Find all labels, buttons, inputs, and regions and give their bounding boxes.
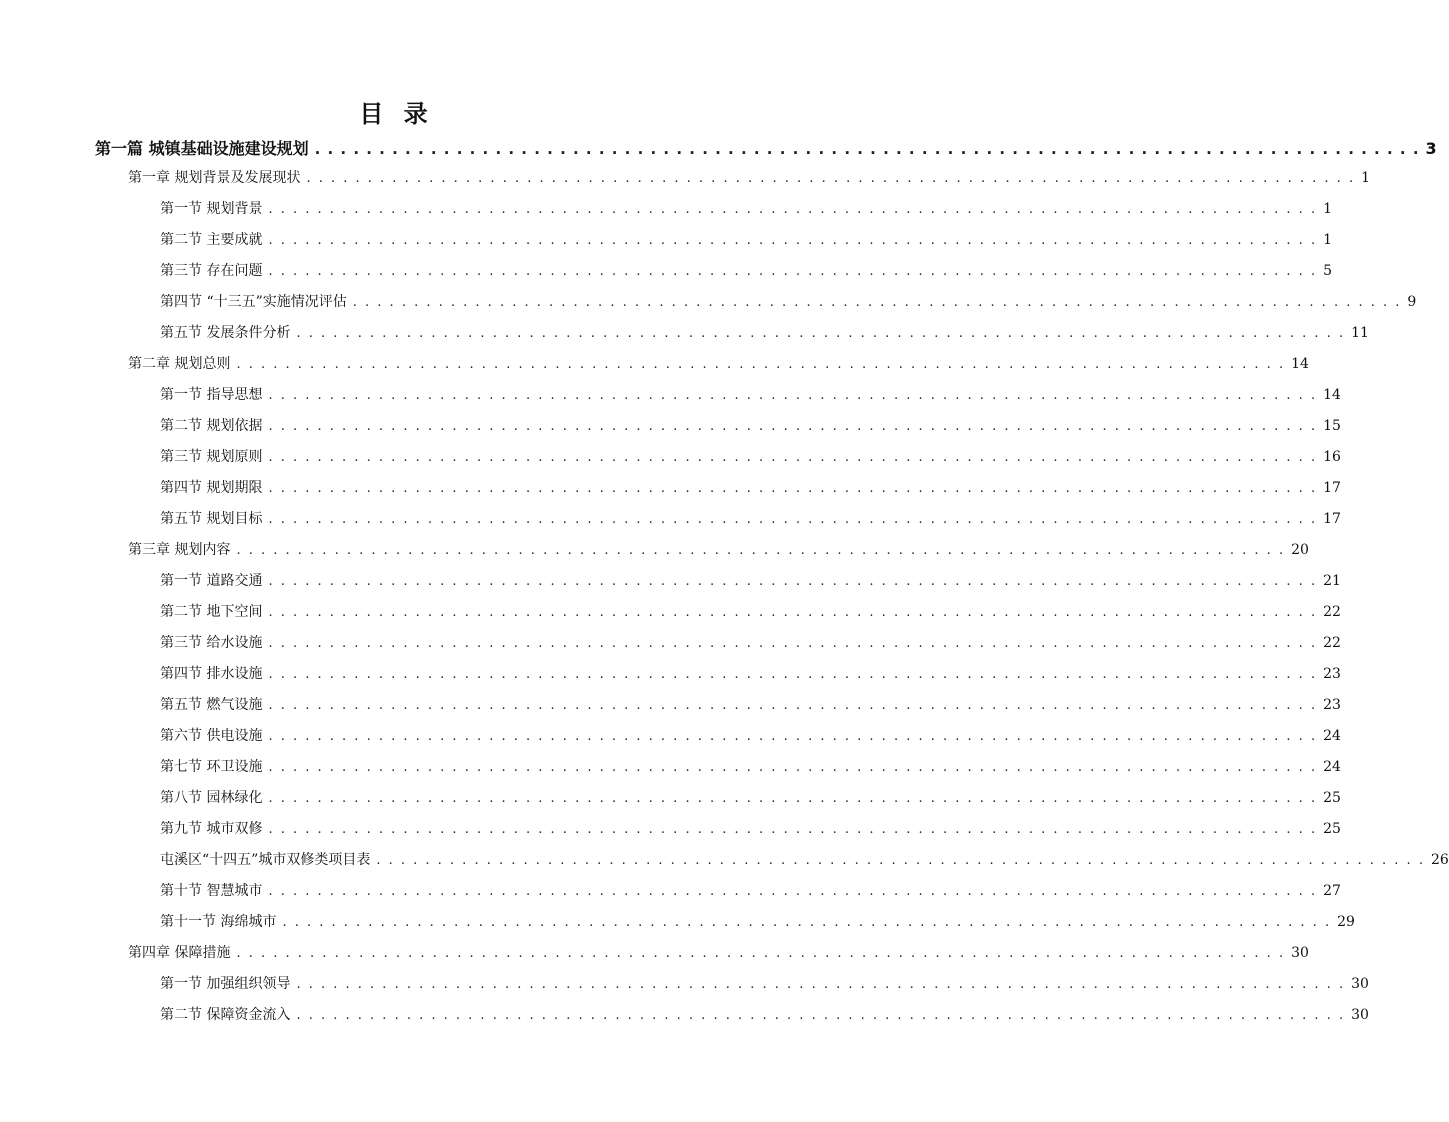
dot-leader: . . . . . . . . . . . . . . . . . . . . . . . . . . . . . . . . . . . . . . . . . . . . . . . . . . . . . . . . . . . . . . . . . . . . . . . . . . . . . . . . . . . . . .	[268, 791, 1318, 806]
dot-leader: . . . . . . . . . . . . . . . . . . . . . . . . . . . . . . . . . . . . . . . . . . . . . . . . . . . . . . . . . . . . . . . . . . . . . . . . . . . . . . . . . . . . . .	[268, 264, 1318, 279]
toc-page-number: 27	[1323, 883, 1341, 899]
dot-leader: . . . . . . . . . . . . . . . . . . . . . . . . . . . . . . . . . . . . . . . . . . . . . . . . . . . . . . . . . . . . . . . . . . . . . . . . . . . . . . . . . . . . . .	[268, 481, 1318, 496]
toc-entry-text: 第四节 排水设施	[160, 666, 263, 682]
toc-entry-text: 第二节 规划依据	[160, 418, 263, 434]
toc-entry-text: 屯溪区“十四五”城市双修类项目表	[160, 852, 371, 868]
toc-entry-text: 第一节 道路交通	[160, 573, 263, 589]
toc-page-number: 1	[1361, 170, 1371, 186]
dot-leader: . . . . . . . . . . . . . . . . . . . . . . . . . . . . . . . . . . . . . . . . . . . . . . . . . . . . . . . . . . . . . . . . . . . . . . . . . . . . . . . . . . . . . .	[314, 140, 1420, 158]
dot-leader: . . . . . . . . . . . . . . . . . . . . . . . . . . . . . . . . . . . . . . . . . . . . . . . . . . . . . . . . . . . . . . . . . . . . . . . . . . . . . . . . . . . . . .	[282, 915, 1332, 930]
toc-section-entry[interactable]	[160, 446, 1341, 470]
toc-section-entry[interactable]	[160, 756, 1341, 780]
toc-section-entry[interactable]	[160, 632, 1341, 656]
toc-chapter-entry[interactable]	[128, 353, 1309, 377]
toc-page-number: 23	[1323, 697, 1341, 713]
toc-section-entry[interactable]	[160, 725, 1341, 749]
toc-section-entry[interactable]	[160, 384, 1341, 408]
toc-title: 目 录	[359, 100, 434, 128]
toc-entry-text: 第三节 规划原则	[160, 449, 263, 465]
toc-entry-text: 第四节 “十三五”实施情况评估	[160, 294, 347, 310]
dot-leader: . . . . . . . . . . . . . . . . . . . . . . . . . . . . . . . . . . . . . . . . . . . . . . . . . . . . . . . . . . . . . . . . . . . . . . . . . . . . . . . . . . . . . .	[268, 233, 1318, 248]
toc-entry-text: 第四节 规划期限	[160, 480, 263, 496]
dot-leader: . . . . . . . . . . . . . . . . . . . . . . . . . . . . . . . . . . . . . . . . . . . . . . . . . . . . . . . . . . . . . . . . . . . . . . . . . . . . . . . . . . . . . .	[296, 977, 1346, 992]
toc-entry-text: 第五节 发展条件分析	[160, 325, 291, 341]
toc-page-number: 25	[1323, 821, 1341, 837]
toc-entry-text: 第三节 给水设施	[160, 635, 263, 651]
toc-chapter-entry[interactable]	[128, 942, 1309, 966]
dot-leader: . . . . . . . . . . . . . . . . . . . . . . . . . . . . . . . . . . . . . . . . . . . . . . . . . . . . . . . . . . . . . . . . . . . . . . . . . . . . . . . . . . . . . .	[268, 202, 1318, 217]
toc-section-entry[interactable]	[160, 198, 1333, 222]
toc-section-entry[interactable]	[160, 818, 1341, 842]
toc-page-number: 1	[1323, 232, 1333, 248]
toc-entry-text: 第二节 保障资金流入	[160, 1007, 291, 1023]
dot-leader: . . . . . . . . . . . . . . . . . . . . . . . . . . . . . . . . . . . . . . . . . . . . . . . . . . . . . . . . . . . . . . . . . . . . . . . . . . . . . . . . . . . . . .	[268, 667, 1318, 682]
toc-page-number: 3	[1425, 139, 1437, 158]
dot-leader: . . . . . . . . . . . . . . . . . . . . . . . . . . . . . . . . . . . . . . . . . . . . . . . . . . . . . . . . . . . . . . . . . . . . . . . . . . . . . . . . . . . . . .	[268, 822, 1318, 837]
toc-page-number: 25	[1323, 790, 1341, 806]
toc-entry-text: 第一篇 城镇基础设施建设规划	[95, 139, 309, 158]
toc-entry-text: 第七节 环卫设施	[160, 759, 263, 775]
toc-section-entry[interactable]	[160, 601, 1341, 625]
toc-entry-text: 第三章 规划内容	[128, 542, 231, 558]
toc-entry-text: 第五节 燃气设施	[160, 697, 263, 713]
toc-page-number: 30	[1291, 945, 1309, 961]
toc-page-number: 29	[1337, 914, 1355, 930]
dot-leader: . . . . . . . . . . . . . . . . . . . . . . . . . . . . . . . . . . . . . . . . . . . . . . . . . . . . . . . . . . . . . . . . . . . . . . . . . . . . . . . . . . . . . .	[268, 419, 1318, 434]
dot-leader: . . . . . . . . . . . . . . . . . . . . . . . . . . . . . . . . . . . . . . . . . . . . . . . . . . . . . . . . . . . . . . . . . . . . . . . . . . . . . . . . . . . . . .	[268, 450, 1318, 465]
toc-page-number: 22	[1323, 604, 1341, 620]
toc-page-number: 23	[1323, 666, 1341, 682]
toc-entry-text: 第二节 主要成就	[160, 232, 263, 248]
dot-leader: . . . . . . . . . . . . . . . . . . . . . . . . . . . . . . . . . . . . . . . . . . . . . . . . . . . . . . . . . . . . . . . . . . . . . . . . . . . . . . . . . . . . . .	[268, 760, 1318, 775]
toc-section-entry[interactable]	[160, 973, 1369, 997]
dot-leader: . . . . . . . . . . . . . . . . . . . . . . . . . . . . . . . . . . . . . . . . . . . . . . . . . . . . . . . . . . . . . . . . . . . . . . . . . . . . . . . . . . . . . .	[352, 295, 1402, 310]
toc-section-entry[interactable]	[160, 849, 1449, 873]
toc-entry-text: 第二节 地下空间	[160, 604, 263, 620]
dot-leader: . . . . . . . . . . . . . . . . . . . . . . . . . . . . . . . . . . . . . . . . . . . . . . . . . . . . . . . . . . . . . . . . . . . . . . . . . . . . . . . . . . . . . .	[268, 636, 1318, 651]
dot-leader: . . . . . . . . . . . . . . . . . . . . . . . . . . . . . . . . . . . . . . . . . . . . . . . . . . . . . . . . . . . . . . . . . . . . . . . . . . . . . . . . . . . . . .	[268, 512, 1318, 527]
dot-leader: . . . . . . . . . . . . . . . . . . . . . . . . . . . . . . . . . . . . . . . . . . . . . . . . . . . . . . . . . . . . . . . . . . . . . . . . . . . . . . . . . . . . . .	[236, 357, 1286, 372]
dot-leader: . . . . . . . . . . . . . . . . . . . . . . . . . . . . . . . . . . . . . . . . . . . . . . . . . . . . . . . . . . . . . . . . . . . . . . . . . . . . . . . . . . . . . .	[376, 853, 1425, 868]
toc-page-number: 26	[1430, 852, 1449, 868]
toc-section-entry[interactable]	[160, 570, 1341, 594]
toc-entry-text: 第五节 规划目标	[160, 511, 263, 527]
toc-page-number: 30	[1351, 976, 1369, 992]
toc-page-number: 14	[1323, 387, 1341, 403]
dot-leader: . . . . . . . . . . . . . . . . . . . . . . . . . . . . . . . . . . . . . . . . . . . . . . . . . . . . . . . . . . . . . . . . . . . . . . . . . . . . . . . . . . . . . .	[306, 171, 1356, 186]
toc-entry-text: 第一节 加强组织领导	[160, 976, 291, 992]
toc-chapter-entry[interactable]	[128, 539, 1309, 563]
toc-entry-text: 第一节 规划背景	[160, 201, 263, 217]
toc-section-entry[interactable]	[160, 1004, 1369, 1028]
toc-entry-text: 第九节 城市双修	[160, 821, 263, 837]
toc-entry-text: 第四章 保障措施	[128, 945, 231, 961]
dot-leader: . . . . . . . . . . . . . . . . . . . . . . . . . . . . . . . . . . . . . . . . . . . . . . . . . . . . . . . . . . . . . . . . . . . . . . . . . . . . . . . . . . . . . .	[236, 946, 1286, 961]
toc-page-number: 11	[1351, 325, 1369, 341]
toc-section-entry[interactable]	[160, 663, 1341, 687]
dot-leader: . . . . . . . . . . . . . . . . . . . . . . . . . . . . . . . . . . . . . . . . . . . . . . . . . . . . . . . . . . . . . . . . . . . . . . . . . . . . . . . . . . . . . .	[268, 729, 1318, 744]
toc-section-entry[interactable]	[160, 415, 1341, 439]
toc-entry-text: 第六节 供电设施	[160, 728, 263, 744]
toc-page-number: 1	[1323, 201, 1333, 217]
toc-section-entry[interactable]	[160, 694, 1341, 718]
toc-page-number: 22	[1323, 635, 1341, 651]
toc-page-number: 21	[1323, 573, 1341, 589]
toc-entry-text: 第十节 智慧城市	[160, 883, 263, 899]
toc-page-number: 5	[1323, 263, 1333, 279]
toc-entry-text: 第八节 园林绿化	[160, 790, 263, 806]
dot-leader: . . . . . . . . . . . . . . . . . . . . . . . . . . . . . . . . . . . . . . . . . . . . . . . . . . . . . . . . . . . . . . . . . . . . . . . . . . . . . . . . . . . . . .	[296, 326, 1346, 341]
toc-entry-text: 第十一节 海绵城市	[160, 914, 277, 930]
toc-chapter-entry[interactable]	[128, 167, 1371, 191]
toc-entry-text: 第一节 指导思想	[160, 387, 263, 403]
dot-leader: . . . . . . . . . . . . . . . . . . . . . . . . . . . . . . . . . . . . . . . . . . . . . . . . . . . . . . . . . . . . . . . . . . . . . . . . . . . . . . . . . . . . . .	[268, 574, 1318, 589]
toc-section-entry[interactable]	[160, 880, 1341, 904]
toc-entry-text: 第二章 规划总则	[128, 356, 231, 372]
toc-page-number: 9	[1407, 294, 1417, 310]
toc-page-number: 24	[1323, 759, 1341, 775]
toc-section-entry[interactable]	[160, 229, 1333, 253]
toc-section-entry[interactable]	[160, 291, 1417, 315]
toc-part-entry[interactable]	[95, 136, 1437, 160]
toc-page-number: 24	[1323, 728, 1341, 744]
toc-section-entry[interactable]	[160, 911, 1355, 935]
toc-entry-text: 第三节 存在问题	[160, 263, 263, 279]
toc-section-entry[interactable]	[160, 260, 1333, 284]
dot-leader: . . . . . . . . . . . . . . . . . . . . . . . . . . . . . . . . . . . . . . . . . . . . . . . . . . . . . . . . . . . . . . . . . . . . . . . . . . . . . . . . . . . . . .	[296, 1008, 1346, 1023]
dot-leader: . . . . . . . . . . . . . . . . . . . . . . . . . . . . . . . . . . . . . . . . . . . . . . . . . . . . . . . . . . . . . . . . . . . . . . . . . . . . . . . . . . . . . .	[236, 543, 1286, 558]
toc-page-number: 30	[1351, 1007, 1369, 1023]
toc-section-entry[interactable]	[160, 508, 1341, 532]
dot-leader: . . . . . . . . . . . . . . . . . . . . . . . . . . . . . . . . . . . . . . . . . . . . . . . . . . . . . . . . . . . . . . . . . . . . . . . . . . . . . . . . . . . . . .	[268, 884, 1318, 899]
dot-leader: . . . . . . . . . . . . . . . . . . . . . . . . . . . . . . . . . . . . . . . . . . . . . . . . . . . . . . . . . . . . . . . . . . . . . . . . . . . . . . . . . . . . . .	[268, 698, 1318, 713]
toc-section-entry[interactable]	[160, 787, 1341, 811]
toc-page-number: 16	[1323, 449, 1341, 465]
toc-section-entry[interactable]	[160, 477, 1341, 501]
toc-page-number: 14	[1291, 356, 1309, 372]
toc-page-number: 17	[1323, 480, 1341, 496]
toc-section-entry[interactable]	[160, 322, 1369, 346]
toc-page-number: 15	[1323, 418, 1341, 434]
toc-entry-text: 第一章 规划背景及发展现状	[128, 170, 301, 186]
toc-page-number: 17	[1323, 511, 1341, 527]
dot-leader: . . . . . . . . . . . . . . . . . . . . . . . . . . . . . . . . . . . . . . . . . . . . . . . . . . . . . . . . . . . . . . . . . . . . . . . . . . . . . . . . . . . . . .	[268, 388, 1318, 403]
dot-leader: . . . . . . . . . . . . . . . . . . . . . . . . . . . . . . . . . . . . . . . . . . . . . . . . . . . . . . . . . . . . . . . . . . . . . . . . . . . . . . . . . . . . . .	[268, 605, 1318, 620]
toc-page-number: 20	[1291, 542, 1309, 558]
